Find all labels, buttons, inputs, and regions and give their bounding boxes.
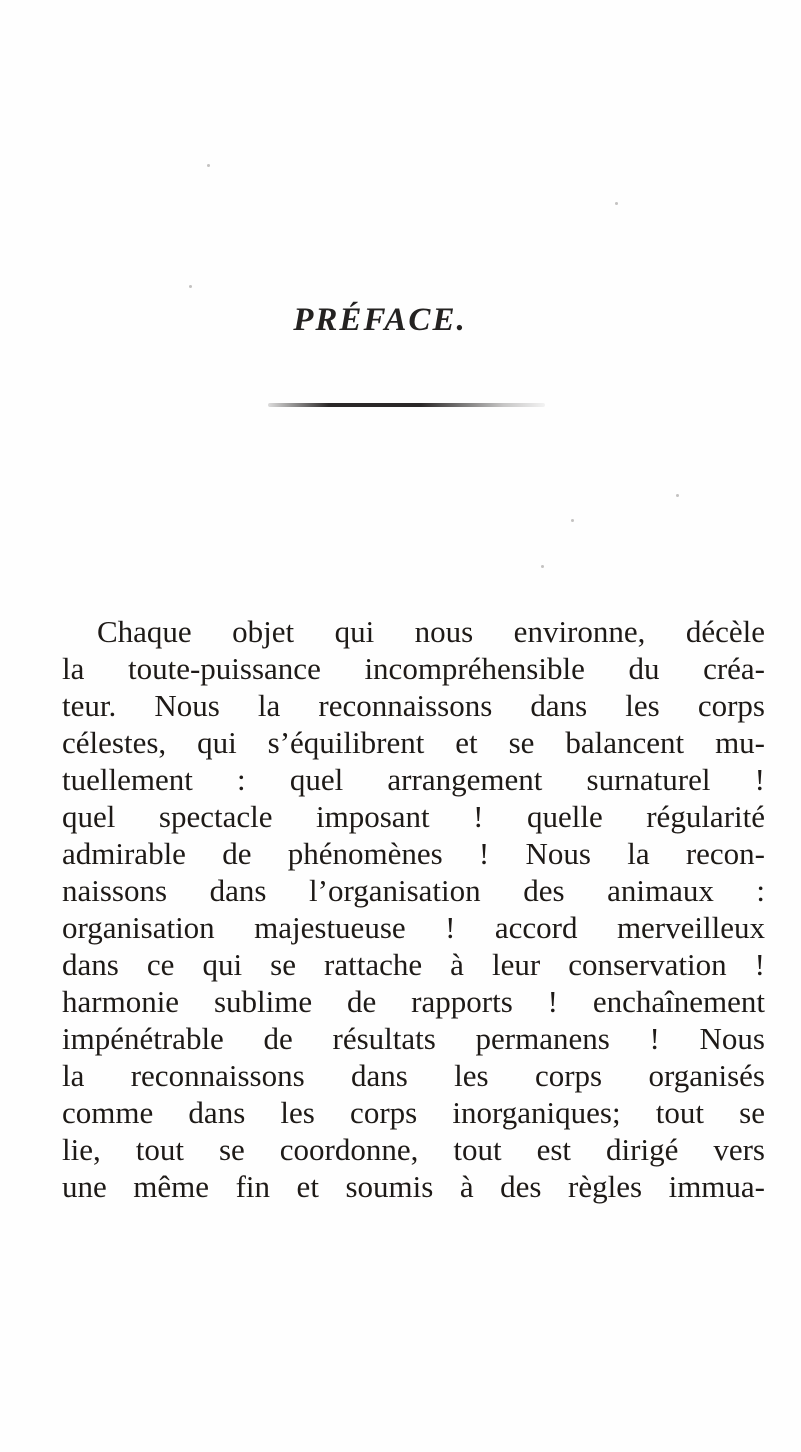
- page-title: PRÉFACE.: [293, 302, 467, 338]
- text-line: dans ce qui se rattache à leur conservation !: [62, 947, 765, 982]
- paper-speck: [207, 164, 210, 167]
- text-line: organisation majestueuse ! accord merveilleux: [62, 910, 765, 945]
- paper-speck: [676, 494, 679, 497]
- text-line: naissons dans l’organisation des animaux :: [62, 873, 765, 908]
- preface-paragraph: [62, 613, 765, 1205]
- title-divider: [268, 403, 545, 407]
- text-line: Chaque objet qui nous environne, décèle: [97, 614, 765, 649]
- text-line: quel spectacle imposant ! quelle régularité: [62, 799, 765, 834]
- text-line: tuellement : quel arrangement surnaturel !: [62, 762, 765, 797]
- text-line: harmonie sublime de rapports ! enchaînement: [62, 984, 765, 1019]
- paper-speck: [541, 565, 544, 568]
- paper-speck: [189, 285, 192, 288]
- text-line: une même fin et soumis à des règles immua-: [62, 1169, 765, 1204]
- paper-speck: [615, 202, 618, 205]
- text-line: comme dans les corps inorganiques; tout se: [62, 1095, 765, 1130]
- paper-speck: [571, 519, 574, 522]
- text-line: la reconnaissons dans les corps organisés: [62, 1058, 765, 1093]
- text-line: célestes, qui s’équilibrent et se balancent mu-: [62, 725, 765, 760]
- text-line: teur. Nous la reconnaissons dans les corps: [62, 688, 765, 723]
- text-line: impénétrable de résultats permanens ! Nous: [62, 1021, 765, 1056]
- text-line: admirable de phénomènes ! Nous la recon-: [62, 836, 765, 871]
- text-line: la toute-puissance incompréhensible du créa-: [62, 651, 765, 686]
- text-line: lie, tout se coordonne, tout est dirigé vers: [62, 1132, 765, 1167]
